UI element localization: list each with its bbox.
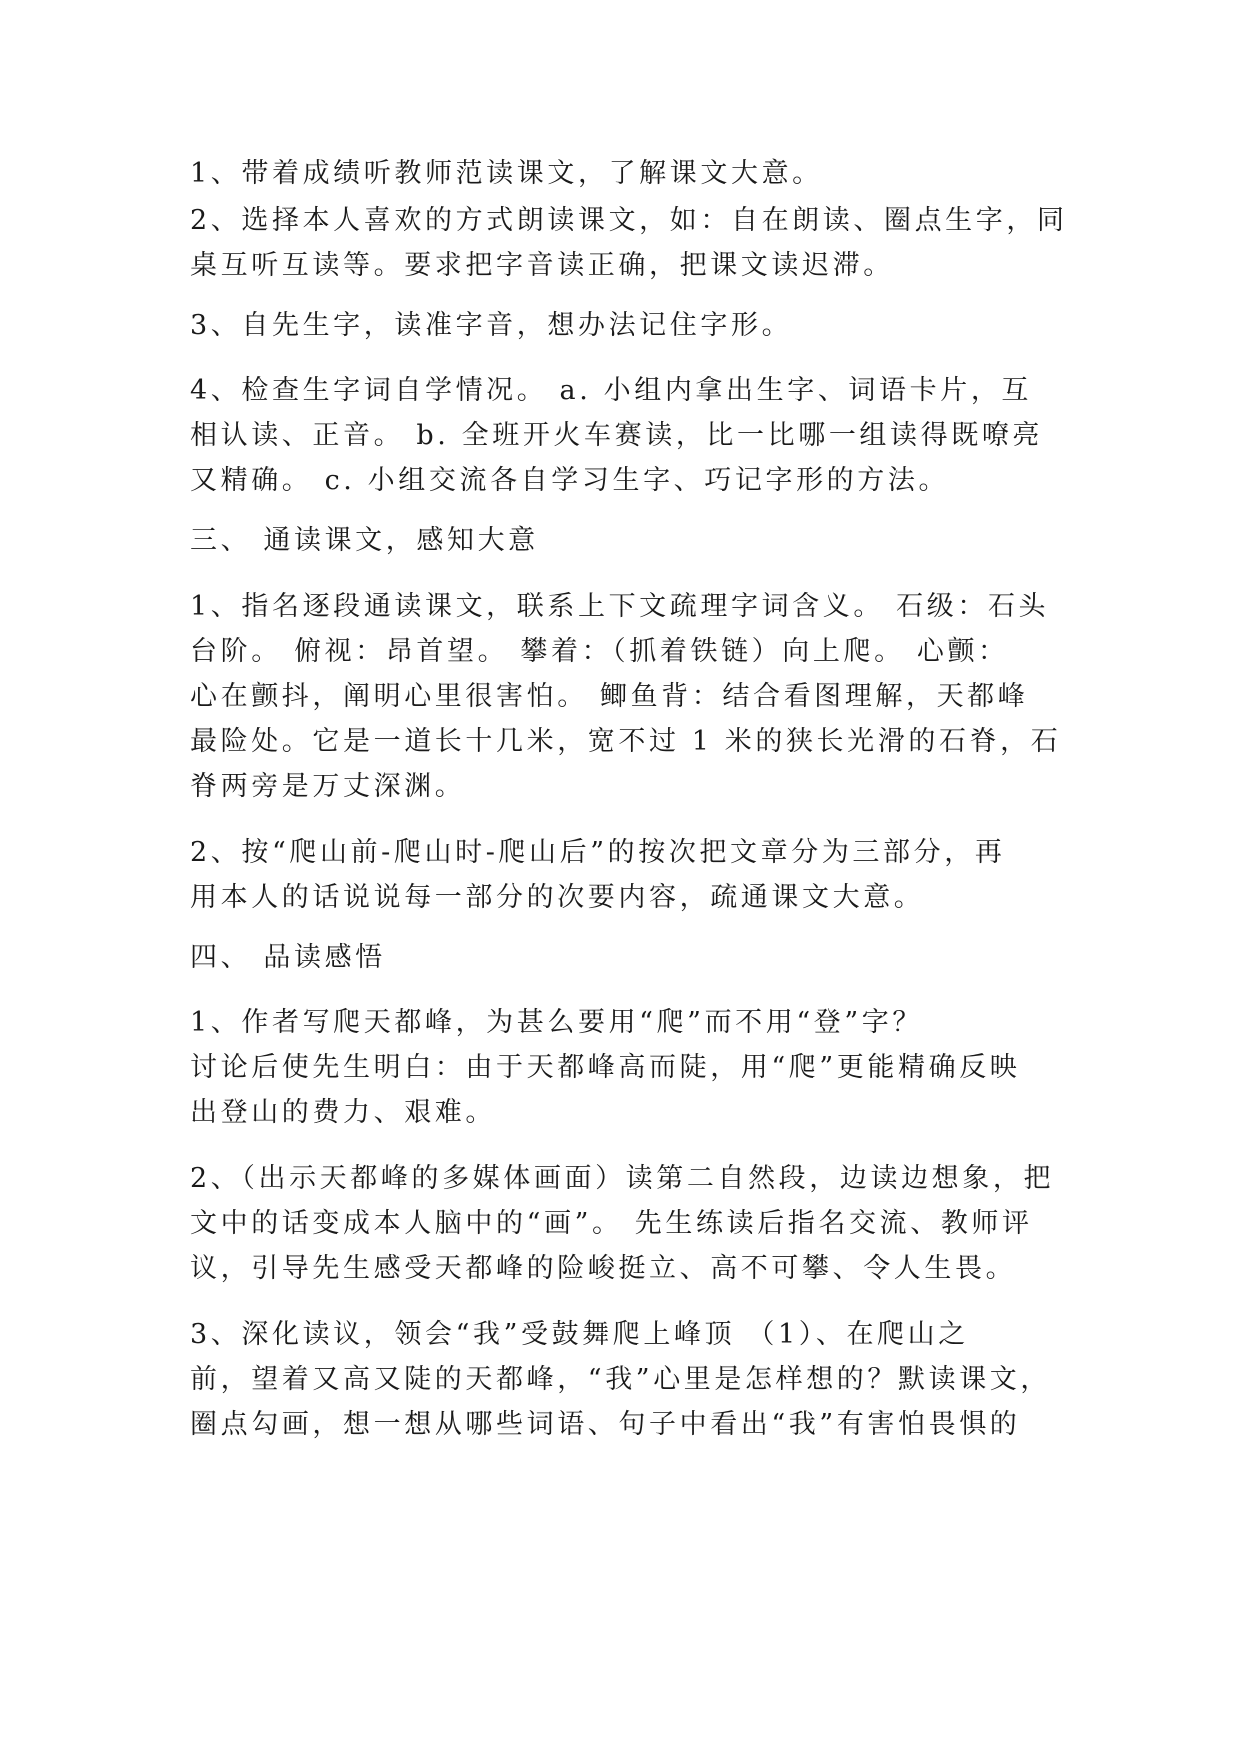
text-line: 台阶。 俯视：昂首望。 攀着：（抓着铁链）向上爬。 心颤： [190, 636, 1009, 667]
text-line: 用本人的话说说每一部分的次要内容，疏通课文大意。 [190, 882, 925, 913]
text-line: 脊两旁是万丈深渊。 [190, 771, 466, 802]
text-line: 最险处。它是一道长十几米，宽不过 1 米的狭长光滑的石脊，石 [190, 726, 1062, 757]
section-heading: 四、 品读感悟 [190, 942, 386, 973]
text-line: 圈点勾画，想一想从哪些词语、句子中看出“我”有害怕畏惧的 [190, 1409, 1021, 1440]
text-line: 1、作者写爬天都峰，为甚么要用“爬”而不用“登”字？ [190, 1007, 923, 1038]
text-line: 前，望着又高又陡的天都峰，“我”心里是怎样想的？默读课文， [190, 1364, 1052, 1395]
text-line: 4、检查生字词自学情况。 a. 小组内拿出生字、词语卡片，互 [190, 375, 1033, 406]
text-line: 2、按“爬山前-爬山时-爬山后”的按次把文章分为三部分，再 [190, 837, 1006, 868]
text-line: 心在颤抖，阐明心里很害怕。 鲫鱼背：结合看图理解，天都峰 [190, 681, 1029, 712]
text-line: 2、（出示天都峰的多媒体画面）读第二自然段，边读边想象，把 [190, 1163, 1055, 1194]
text-line: 又精确。 c. 小组交流各自学习生字、巧记字形的方法。 [190, 465, 950, 496]
text-line: 讨论后使先生明白：由于天都峰高而陡，用“爬”更能精确反映 [190, 1052, 1021, 1083]
text-line: 2、选择本人喜欢的方式朗读课文，如：自在朗读、圈点生字，同 [190, 205, 1068, 236]
text-line: 文中的话变成本人脑中的“画”。 先生练读后指名交流、教师评 [190, 1208, 1033, 1239]
text-line: 桌互听互读等。要求把字音读正确，把课文读迟滞。 [190, 250, 894, 281]
text-line: 1、带着成绩听教师范读课文，了解课文大意。 [190, 158, 823, 189]
text-line: 议，引导先生感受天都峰的险峻挺立、高不可攀、令人生畏。 [190, 1253, 1017, 1284]
section-heading: 三、 通读课文，感知大意 [190, 525, 539, 556]
text-line: 出登山的费力、艰难。 [190, 1097, 496, 1128]
text-line: 1、指名逐段通读课文，联系上下文疏理字词含义。 石级：石头 [190, 591, 1050, 622]
text-line: 3、深化读议，领会“我”受鼓舞爬上峰顶 （1）、在爬山之 [190, 1319, 969, 1350]
text-line: 相认读、正音。 b. 全班开火车赛读，比一比哪一组读得既嘹亮 [190, 420, 1044, 451]
text-line: 3、自先生字，读准字音，想办法记住字形。 [190, 310, 793, 341]
